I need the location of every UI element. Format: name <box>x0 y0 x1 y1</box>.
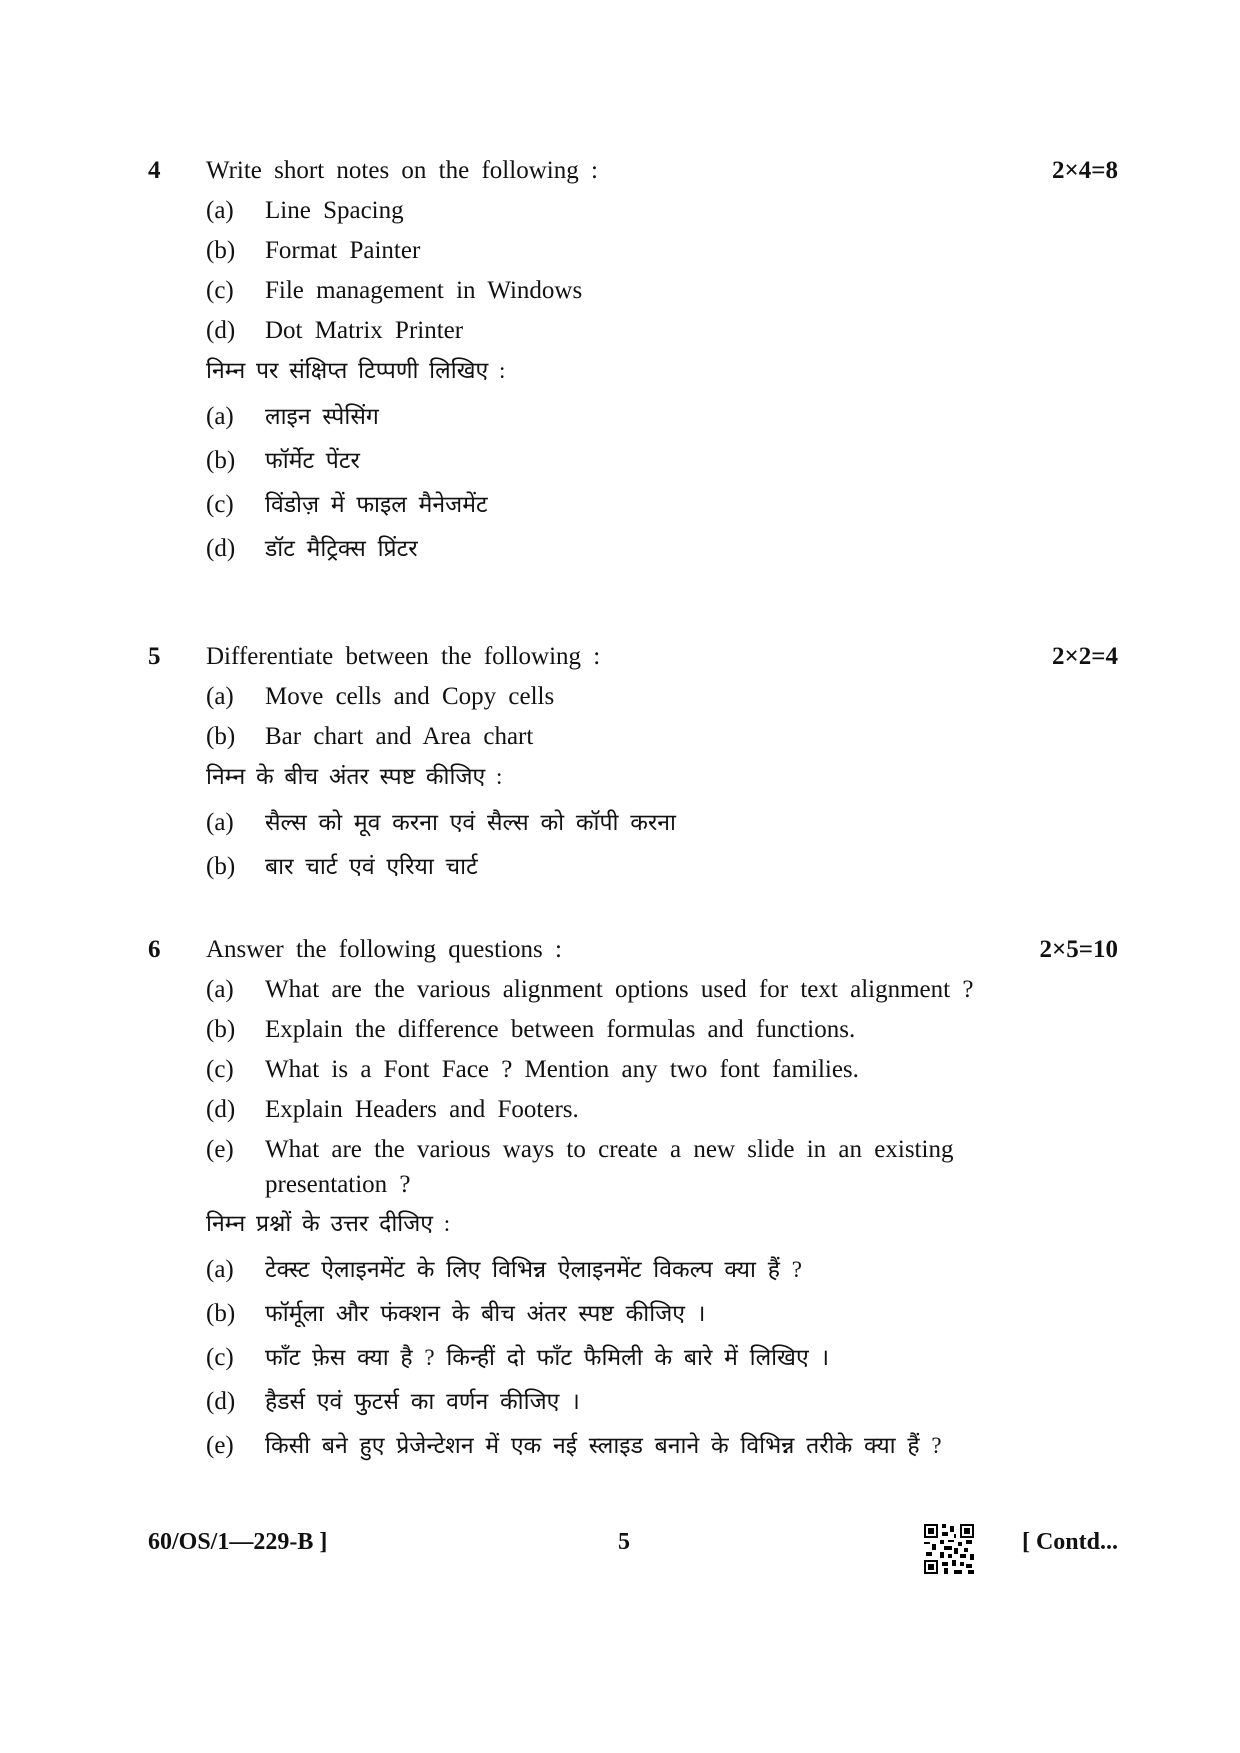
question-number: 5 <box>148 643 161 670</box>
list-item <box>148 191 1118 231</box>
list-item-hindi <box>148 527 1118 571</box>
page-number: 5 <box>618 1529 630 1555</box>
list-item-hindi <box>148 801 1118 845</box>
list-item <box>148 231 1118 271</box>
item-label: (a) <box>206 976 234 1003</box>
item-label: (b) <box>206 723 236 750</box>
item-text: Format Painter <box>265 237 421 264</box>
item-text: What are the various alignment options used for text alignment ? <box>265 976 974 1003</box>
item-label: (b) <box>206 1300 236 1327</box>
list-item <box>148 970 1118 1010</box>
question-prompt: Write short notes on the following : <box>206 157 598 184</box>
item-label: (b) <box>206 1016 236 1043</box>
item-text: डॉट मैट्रिक्स प्रिंटर <box>265 536 418 561</box>
question-marks: 2×5=10 <box>1039 936 1118 963</box>
item-label: (d) <box>206 535 236 562</box>
item-label: (c) <box>206 277 234 304</box>
list-item-hindi <box>148 1380 1118 1424</box>
item-text: किसी बने हुए प्रेजेन्टेशन में एक नई स्लाइड बनाने के विभिन्न तरीके क्या हैं ? <box>265 1433 942 1458</box>
list-item-hindi <box>148 395 1118 439</box>
question-4 <box>148 151 1118 571</box>
question-marks: 2×2=4 <box>1052 643 1118 670</box>
list-item-hindi <box>148 1292 1118 1336</box>
item-label: (a) <box>206 809 234 836</box>
item-text: Dot Matrix Printer <box>265 317 464 344</box>
page-footer <box>148 1524 1118 1574</box>
list-item <box>148 677 1118 717</box>
list-item <box>148 1010 1118 1050</box>
question-header <box>148 930 1118 970</box>
paper-code: 60/OS/1—229-B ] <box>148 1529 328 1555</box>
item-text: Explain the difference between formulas and functions. <box>265 1016 856 1043</box>
question-prompt-hindi: निम्न के बीच अंतर स्पष्ट कीजिए : <box>206 764 503 789</box>
item-label: (a) <box>206 1256 234 1283</box>
item-text: Bar chart and Area chart <box>265 723 534 750</box>
item-text: What is a Font Face ? Mention any two font families. <box>265 1056 859 1083</box>
question-header <box>148 151 1118 191</box>
item-label: (a) <box>206 197 234 224</box>
question-header <box>148 637 1118 677</box>
list-item <box>148 1090 1118 1130</box>
item-text: Explain Headers and Footers. <box>265 1096 579 1123</box>
question-marks: 2×4=8 <box>1052 157 1118 184</box>
item-label: (e) <box>206 1432 234 1459</box>
item-label: (d) <box>206 1388 236 1415</box>
item-text: Move cells and Copy cells <box>265 683 555 710</box>
list-item-hindi <box>148 1336 1118 1380</box>
item-text: टेक्स्ट ऐलाइनमेंट के लिए विभिन्न ऐलाइनमेंट विकल्प क्या हैं ? <box>265 1257 802 1282</box>
item-text: हैडर्स एवं फुटर्स का वर्णन कीजिए । <box>265 1389 580 1414</box>
item-text: बार चार्ट एवं एरिया चार्ट <box>265 854 478 879</box>
item-text: फॉर्मेट पेंटर <box>265 448 360 473</box>
item-label: (b) <box>206 237 236 264</box>
item-label: (a) <box>206 403 234 430</box>
item-label: (e) <box>206 1136 234 1163</box>
list-item-hindi <box>148 439 1118 483</box>
list-item-hindi <box>148 483 1118 527</box>
list-item-hindi <box>148 1424 1118 1468</box>
question-prompt: Differentiate between the following : <box>206 643 601 670</box>
list-item <box>148 1130 1118 1204</box>
item-text: फॉर्मूला और फंक्शन के बीच अंतर स्पष्ट कीजिए । <box>265 1301 706 1326</box>
item-label: (d) <box>206 1096 236 1123</box>
item-label: (c) <box>206 1056 234 1083</box>
question-prompt-hindi: निम्न प्रश्नों के उत्तर दीजिए : <box>206 1211 451 1236</box>
item-text: विंडोज़ में फाइल मैनेजमेंट <box>265 492 488 517</box>
item-label: (b) <box>206 853 236 880</box>
list-item <box>148 271 1118 311</box>
list-item <box>148 717 1118 757</box>
question-number: 6 <box>148 936 161 963</box>
item-text: लाइन स्पेसिंग <box>265 404 379 429</box>
list-item <box>148 1050 1118 1090</box>
item-text: File management in Windows <box>265 277 583 304</box>
list-item-hindi <box>148 1248 1118 1292</box>
question-prompt-hindi: निम्न पर संक्षिप्त टिप्पणी लिखिए : <box>206 358 506 383</box>
item-label: (c) <box>206 491 234 518</box>
continued-label: [ Contd... <box>1021 1529 1118 1555</box>
list-item <box>148 311 1118 351</box>
question-number: 4 <box>148 157 161 184</box>
item-text: फॉंट फ़ेस क्या है ? किन्हीं दो फॉंट फैमिली के बारे में लिखिए । <box>265 1345 830 1370</box>
question-6 <box>148 930 1118 1468</box>
item-label: (a) <box>206 683 234 710</box>
item-text: Line Spacing <box>265 197 404 224</box>
item-label: (c) <box>206 1344 234 1371</box>
item-label: (b) <box>206 447 236 474</box>
item-text: What are the various ways to create a new slide in an existing presentation ? <box>265 1136 954 1198</box>
question-5 <box>148 637 1118 889</box>
item-text: सैल्स को मूव करना एवं सैल्स को कॉपी करना <box>265 810 677 835</box>
question-prompt: Answer the following questions : <box>206 936 562 963</box>
qr-code-icon <box>924 1524 974 1574</box>
list-item-hindi <box>148 845 1118 889</box>
item-label: (d) <box>206 317 236 344</box>
